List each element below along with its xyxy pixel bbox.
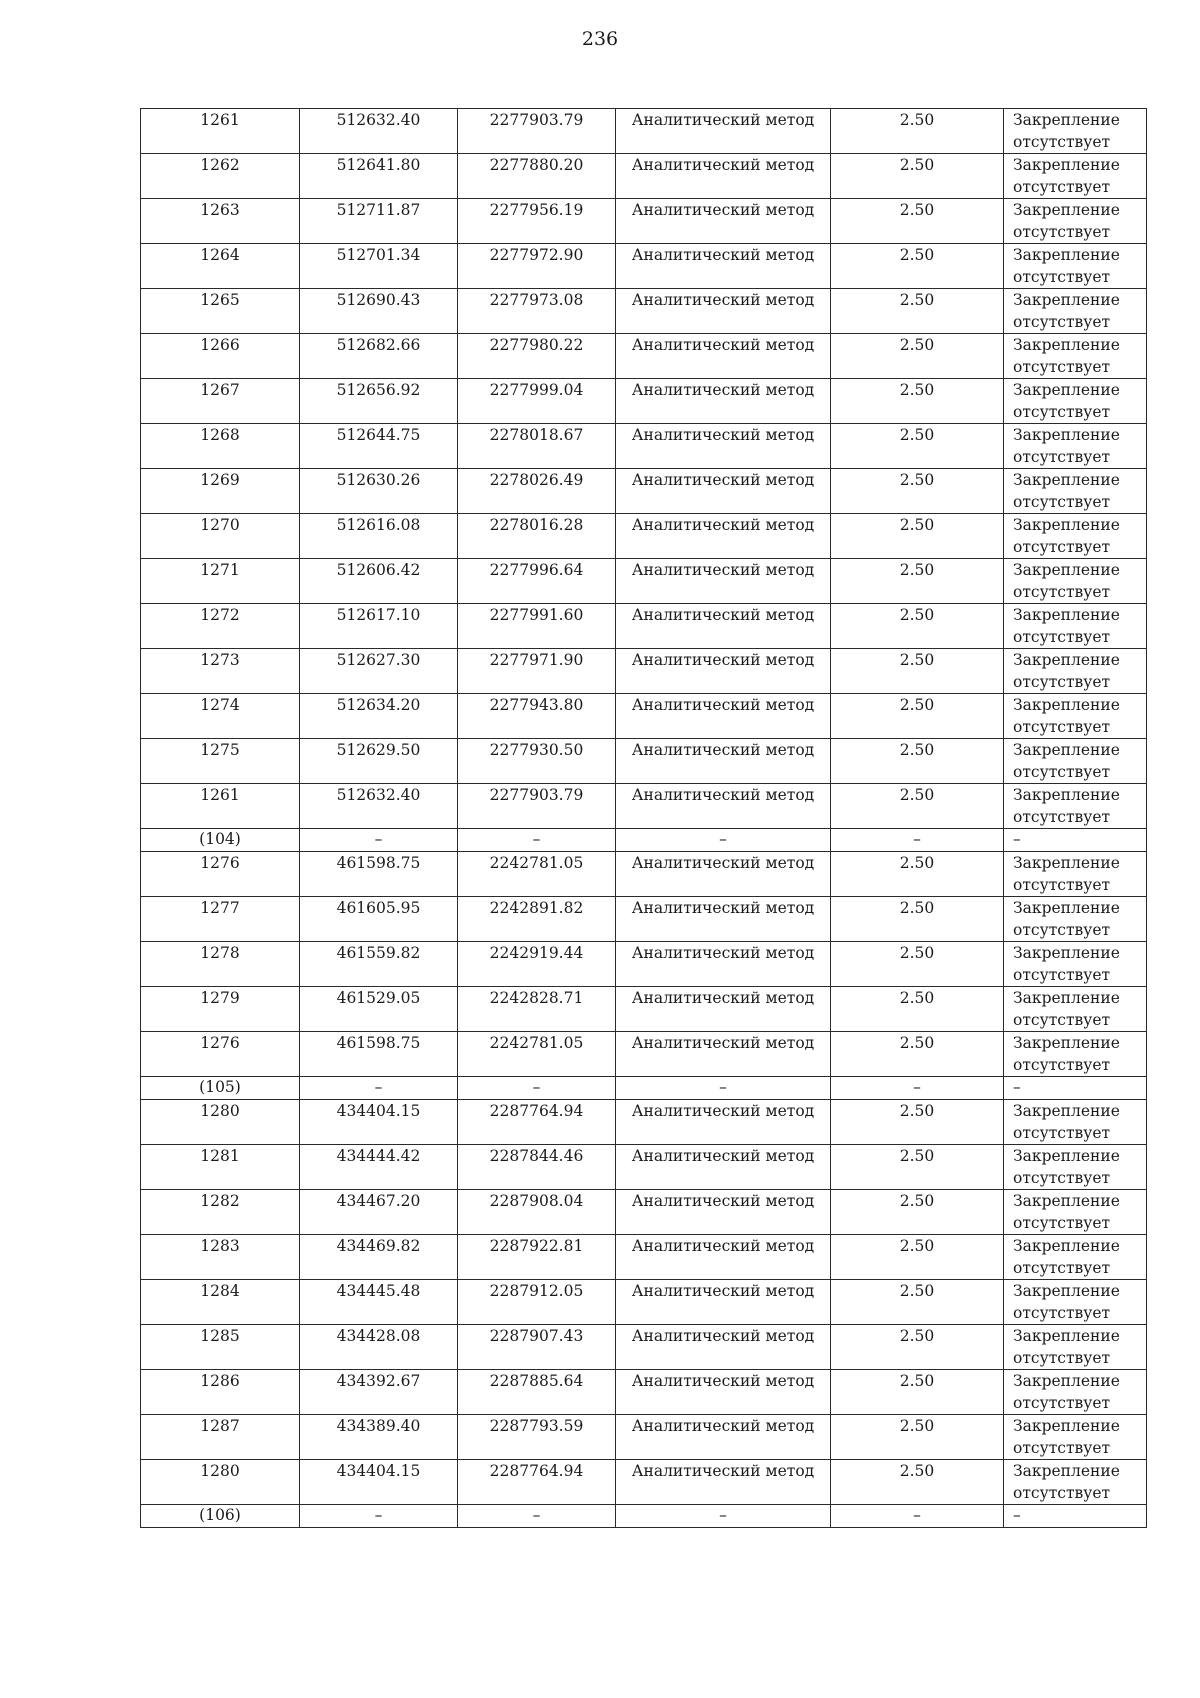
cell-accuracy: 2.50: [831, 852, 1004, 897]
cell-fixing: –: [1004, 1505, 1147, 1528]
cell-point-number: 1279: [141, 987, 300, 1032]
cell-accuracy: 2.50: [831, 1100, 1004, 1145]
cell-fixing: Закрепление отсутствует: [1004, 154, 1147, 199]
cell-method: Аналитический метод: [616, 694, 831, 739]
cell-fixing: Закрепление отсутствует: [1004, 1032, 1147, 1077]
table-row: [141, 1325, 1147, 1370]
cell-method: Аналитический метод: [616, 1460, 831, 1505]
cell-accuracy: 2.50: [831, 784, 1004, 829]
table-row: [141, 649, 1147, 694]
cell-method: Аналитический метод: [616, 784, 831, 829]
cell-point-number: 1273: [141, 649, 300, 694]
cell-x-coordinate: 434404.15: [300, 1460, 458, 1505]
cell-method: Аналитический метод: [616, 1280, 831, 1325]
cell-x-coordinate: 512630.26: [300, 469, 458, 514]
table-row: [141, 1145, 1147, 1190]
cell-fixing: Закрепление отсутствует: [1004, 199, 1147, 244]
cell-x-coordinate: 512711.87: [300, 199, 458, 244]
cell-y-coordinate: 2242781.05: [458, 1032, 616, 1077]
cell-accuracy: 2.50: [831, 897, 1004, 942]
cell-y-coordinate: 2277980.22: [458, 334, 616, 379]
cell-method: Аналитический метод: [616, 559, 831, 604]
cell-y-coordinate: 2277991.60: [458, 604, 616, 649]
cell-fixing: Закрепление отсутствует: [1004, 1280, 1147, 1325]
cell-method: Аналитический метод: [616, 1032, 831, 1077]
cell-fixing: Закрепление отсутствует: [1004, 289, 1147, 334]
cell-y-coordinate: 2242919.44: [458, 942, 616, 987]
cell-x-coordinate: –: [300, 1077, 458, 1100]
cell-method: Аналитический метод: [616, 424, 831, 469]
contour-separator-row: [141, 1077, 1147, 1100]
cell-y-coordinate: 2242781.05: [458, 852, 616, 897]
cell-y-coordinate: 2277972.90: [458, 244, 616, 289]
cell-point-number: 1274: [141, 694, 300, 739]
cell-method: Аналитический метод: [616, 334, 831, 379]
cell-accuracy: –: [831, 1505, 1004, 1528]
cell-fixing: Закрепление отсутствует: [1004, 604, 1147, 649]
cell-point-number: 1282: [141, 1190, 300, 1235]
cell-x-coordinate: 461529.05: [300, 987, 458, 1032]
cell-y-coordinate: 2278026.49: [458, 469, 616, 514]
cell-y-coordinate: 2287907.43: [458, 1325, 616, 1370]
page-number: 236: [581, 28, 619, 50]
cell-point-number: 1262: [141, 154, 300, 199]
cell-point-number: 1268: [141, 424, 300, 469]
cell-y-coordinate: 2287885.64: [458, 1370, 616, 1415]
cell-method: Аналитический метод: [616, 1100, 831, 1145]
cell-point-number: (105): [141, 1077, 300, 1100]
table-row: [141, 424, 1147, 469]
cell-point-number: 1263: [141, 199, 300, 244]
cell-method: Аналитический метод: [616, 244, 831, 289]
cell-fixing: Закрепление отсутствует: [1004, 649, 1147, 694]
cell-method: Аналитический метод: [616, 514, 831, 559]
cell-point-number: 1286: [141, 1370, 300, 1415]
cell-accuracy: 2.50: [831, 1032, 1004, 1077]
cell-point-number: (106): [141, 1505, 300, 1528]
cell-x-coordinate: –: [300, 1505, 458, 1528]
cell-fixing: Закрепление отсутствует: [1004, 1325, 1147, 1370]
cell-point-number: 1267: [141, 379, 300, 424]
cell-accuracy: 2.50: [831, 694, 1004, 739]
cell-fixing: Закрепление отсутствует: [1004, 379, 1147, 424]
cell-method: Аналитический метод: [616, 942, 831, 987]
cell-x-coordinate: 434392.67: [300, 1370, 458, 1415]
table-row: [141, 469, 1147, 514]
cell-fixing: Закрепление отсутствует: [1004, 1370, 1147, 1415]
cell-method: Аналитический метод: [616, 379, 831, 424]
cell-y-coordinate: 2277930.50: [458, 739, 616, 784]
cell-accuracy: 2.50: [831, 1190, 1004, 1235]
cell-y-coordinate: 2287793.59: [458, 1415, 616, 1460]
cell-method: Аналитический метод: [616, 1235, 831, 1280]
cell-method: Аналитический метод: [616, 604, 831, 649]
cell-x-coordinate: 434469.82: [300, 1235, 458, 1280]
cell-x-coordinate: –: [300, 829, 458, 852]
cell-method: Аналитический метод: [616, 649, 831, 694]
cell-point-number: 1270: [141, 514, 300, 559]
cell-accuracy: 2.50: [831, 379, 1004, 424]
cell-accuracy: 2.50: [831, 604, 1004, 649]
cell-method: Аналитический метод: [616, 739, 831, 784]
cell-x-coordinate: 461598.75: [300, 1032, 458, 1077]
cell-point-number: 1276: [141, 1032, 300, 1077]
cell-x-coordinate: 512701.34: [300, 244, 458, 289]
cell-fixing: Закрепление отсутствует: [1004, 1190, 1147, 1235]
cell-y-coordinate: 2287922.81: [458, 1235, 616, 1280]
cell-y-coordinate: –: [458, 829, 616, 852]
table-row: [141, 1280, 1147, 1325]
cell-x-coordinate: 434467.20: [300, 1190, 458, 1235]
cell-x-coordinate: 461559.82: [300, 942, 458, 987]
table-row: [141, 987, 1147, 1032]
cell-fixing: Закрепление отсутствует: [1004, 244, 1147, 289]
cell-x-coordinate: 512627.30: [300, 649, 458, 694]
cell-y-coordinate: 2242828.71: [458, 987, 616, 1032]
cell-accuracy: 2.50: [831, 109, 1004, 154]
cell-accuracy: 2.50: [831, 244, 1004, 289]
table-body: [141, 109, 1147, 1528]
cell-accuracy: 2.50: [831, 649, 1004, 694]
cell-y-coordinate: 2278016.28: [458, 514, 616, 559]
table-row: [141, 1415, 1147, 1460]
table-row: [141, 199, 1147, 244]
table-row: [141, 379, 1147, 424]
cell-y-coordinate: –: [458, 1077, 616, 1100]
cell-accuracy: 2.50: [831, 559, 1004, 604]
cell-method: –: [616, 829, 831, 852]
table-row: [141, 244, 1147, 289]
cell-fixing: Закрепление отсутствует: [1004, 109, 1147, 154]
cell-x-coordinate: 512644.75: [300, 424, 458, 469]
cell-y-coordinate: 2287912.05: [458, 1280, 616, 1325]
cell-y-coordinate: 2277880.20: [458, 154, 616, 199]
cell-accuracy: 2.50: [831, 942, 1004, 987]
cell-fixing: –: [1004, 1077, 1147, 1100]
cell-point-number: (104): [141, 829, 300, 852]
cell-x-coordinate: 512634.20: [300, 694, 458, 739]
cell-point-number: 1265: [141, 289, 300, 334]
cell-accuracy: 2.50: [831, 987, 1004, 1032]
cell-y-coordinate: 2242891.82: [458, 897, 616, 942]
cell-accuracy: 2.50: [831, 1415, 1004, 1460]
cell-accuracy: 2.50: [831, 1370, 1004, 1415]
cell-method: Аналитический метод: [616, 1325, 831, 1370]
cell-point-number: 1261: [141, 784, 300, 829]
cell-point-number: 1272: [141, 604, 300, 649]
cell-point-number: 1264: [141, 244, 300, 289]
cell-fixing: –: [1004, 829, 1147, 852]
cell-point-number: 1281: [141, 1145, 300, 1190]
cell-accuracy: 2.50: [831, 334, 1004, 379]
table-row: [141, 1032, 1147, 1077]
table-row: [141, 604, 1147, 649]
cell-y-coordinate: 2277903.79: [458, 109, 616, 154]
cell-method: Аналитический метод: [616, 154, 831, 199]
cell-y-coordinate: 2277956.19: [458, 199, 616, 244]
cell-y-coordinate: 2277903.79: [458, 784, 616, 829]
cell-method: –: [616, 1077, 831, 1100]
cell-fixing: Закрепление отсутствует: [1004, 334, 1147, 379]
cell-accuracy: 2.50: [831, 424, 1004, 469]
cell-y-coordinate: 2277999.04: [458, 379, 616, 424]
cell-x-coordinate: 512632.40: [300, 109, 458, 154]
cell-fixing: Закрепление отсутствует: [1004, 987, 1147, 1032]
cell-point-number: 1276: [141, 852, 300, 897]
cell-y-coordinate: 2287908.04: [458, 1190, 616, 1235]
cell-x-coordinate: 434445.48: [300, 1280, 458, 1325]
cell-fixing: Закрепление отсутствует: [1004, 694, 1147, 739]
contour-separator-row: [141, 1505, 1147, 1528]
cell-accuracy: 2.50: [831, 1325, 1004, 1370]
cell-point-number: 1285: [141, 1325, 300, 1370]
cell-fixing: Закрепление отсутствует: [1004, 559, 1147, 604]
coordinates-table: [140, 108, 1147, 1528]
cell-method: Аналитический метод: [616, 109, 831, 154]
cell-accuracy: 2.50: [831, 1145, 1004, 1190]
cell-point-number: 1283: [141, 1235, 300, 1280]
cell-method: Аналитический метод: [616, 852, 831, 897]
cell-accuracy: 2.50: [831, 514, 1004, 559]
cell-method: Аналитический метод: [616, 1190, 831, 1235]
cell-method: Аналитический метод: [616, 469, 831, 514]
cell-x-coordinate: 512616.08: [300, 514, 458, 559]
cell-x-coordinate: 512641.80: [300, 154, 458, 199]
cell-y-coordinate: 2277973.08: [458, 289, 616, 334]
cell-x-coordinate: 434389.40: [300, 1415, 458, 1460]
cell-method: Аналитический метод: [616, 1145, 831, 1190]
cell-x-coordinate: 461598.75: [300, 852, 458, 897]
cell-fixing: Закрепление отсутствует: [1004, 1100, 1147, 1145]
cell-method: –: [616, 1505, 831, 1528]
table-row: [141, 1370, 1147, 1415]
table-row: [141, 1235, 1147, 1280]
table-row: [141, 1100, 1147, 1145]
cell-fixing: Закрепление отсутствует: [1004, 852, 1147, 897]
cell-x-coordinate: 512656.92: [300, 379, 458, 424]
cell-x-coordinate: 434428.08: [300, 1325, 458, 1370]
table-row: [141, 1190, 1147, 1235]
cell-point-number: 1278: [141, 942, 300, 987]
cell-method: Аналитический метод: [616, 897, 831, 942]
cell-accuracy: 2.50: [831, 1460, 1004, 1505]
table-row: [141, 289, 1147, 334]
cell-accuracy: 2.50: [831, 739, 1004, 784]
table-row: [141, 784, 1147, 829]
table-row: [141, 852, 1147, 897]
cell-fixing: Закрепление отсутствует: [1004, 784, 1147, 829]
cell-point-number: 1269: [141, 469, 300, 514]
table-row: [141, 942, 1147, 987]
cell-y-coordinate: 2277996.64: [458, 559, 616, 604]
cell-x-coordinate: 512690.43: [300, 289, 458, 334]
cell-fixing: Закрепление отсутствует: [1004, 897, 1147, 942]
cell-point-number: 1261: [141, 109, 300, 154]
table-row: [141, 1460, 1147, 1505]
cell-point-number: 1275: [141, 739, 300, 784]
cell-fixing: Закрепление отсутствует: [1004, 942, 1147, 987]
cell-accuracy: 2.50: [831, 199, 1004, 244]
table-row: [141, 897, 1147, 942]
cell-y-coordinate: –: [458, 1505, 616, 1528]
cell-method: Аналитический метод: [616, 199, 831, 244]
cell-y-coordinate: 2277943.80: [458, 694, 616, 739]
cell-fixing: Закрепление отсутствует: [1004, 1415, 1147, 1460]
table-row: [141, 559, 1147, 604]
cell-x-coordinate: 461605.95: [300, 897, 458, 942]
cell-fixing: Закрепление отсутствует: [1004, 469, 1147, 514]
cell-y-coordinate: 2278018.67: [458, 424, 616, 469]
cell-accuracy: 2.50: [831, 1280, 1004, 1325]
cell-accuracy: 2.50: [831, 154, 1004, 199]
table-row: [141, 154, 1147, 199]
cell-x-coordinate: 512606.42: [300, 559, 458, 604]
cell-accuracy: 2.50: [831, 469, 1004, 514]
cell-y-coordinate: 2287764.94: [458, 1100, 616, 1145]
table-row: [141, 109, 1147, 154]
cell-point-number: 1271: [141, 559, 300, 604]
cell-x-coordinate: 512629.50: [300, 739, 458, 784]
cell-accuracy: 2.50: [831, 289, 1004, 334]
cell-x-coordinate: 512632.40: [300, 784, 458, 829]
cell-accuracy: –: [831, 1077, 1004, 1100]
cell-y-coordinate: 2287764.94: [458, 1460, 616, 1505]
cell-accuracy: –: [831, 829, 1004, 852]
cell-x-coordinate: 512617.10: [300, 604, 458, 649]
cell-y-coordinate: 2277971.90: [458, 649, 616, 694]
cell-fixing: Закрепление отсутствует: [1004, 1145, 1147, 1190]
cell-x-coordinate: 512682.66: [300, 334, 458, 379]
cell-point-number: 1287: [141, 1415, 300, 1460]
cell-x-coordinate: 434444.42: [300, 1145, 458, 1190]
cell-fixing: Закрепление отсутствует: [1004, 424, 1147, 469]
cell-point-number: 1280: [141, 1460, 300, 1505]
cell-method: Аналитический метод: [616, 987, 831, 1032]
cell-fixing: Закрепление отсутствует: [1004, 1235, 1147, 1280]
cell-fixing: Закрепление отсутствует: [1004, 739, 1147, 784]
cell-point-number: 1266: [141, 334, 300, 379]
cell-method: Аналитический метод: [616, 1415, 831, 1460]
cell-x-coordinate: 434404.15: [300, 1100, 458, 1145]
table-row: [141, 514, 1147, 559]
cell-point-number: 1277: [141, 897, 300, 942]
cell-method: Аналитический метод: [616, 1370, 831, 1415]
contour-separator-row: [141, 829, 1147, 852]
cell-accuracy: 2.50: [831, 1235, 1004, 1280]
cell-point-number: 1280: [141, 1100, 300, 1145]
cell-y-coordinate: 2287844.46: [458, 1145, 616, 1190]
cell-fixing: Закрепление отсутствует: [1004, 1460, 1147, 1505]
cell-point-number: 1284: [141, 1280, 300, 1325]
table-row: [141, 739, 1147, 784]
cell-method: Аналитический метод: [616, 289, 831, 334]
cell-fixing: Закрепление отсутствует: [1004, 514, 1147, 559]
table-row: [141, 334, 1147, 379]
table-row: [141, 694, 1147, 739]
